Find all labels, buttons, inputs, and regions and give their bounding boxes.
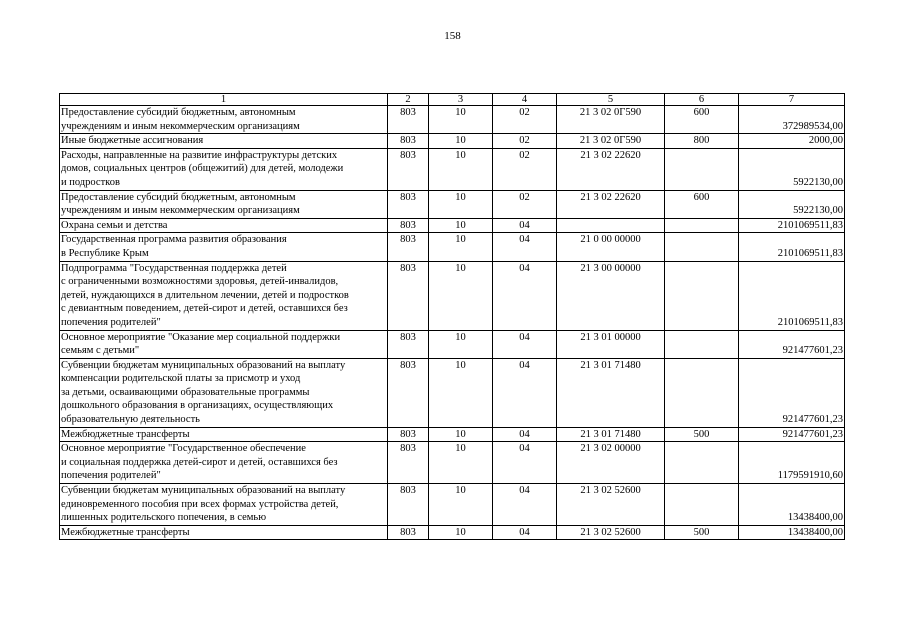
table-row <box>60 358 845 427</box>
row-description <box>60 233 388 261</box>
description-line: и подростков <box>61 176 120 188</box>
amount-cell: 2101069511,83 <box>739 218 845 233</box>
row-description <box>60 218 388 233</box>
table-row <box>60 261 845 330</box>
section-code-cell: 10 <box>429 106 493 134</box>
header-row <box>60 94 845 106</box>
description-line: Межбюджетные трансферты <box>61 428 190 440</box>
table-row <box>60 330 845 358</box>
expense-type-cell: 600 <box>665 106 739 134</box>
section-code-cell: 10 <box>429 358 493 427</box>
amount-cell: 372989534,00 <box>739 106 845 134</box>
target-article-cell: 21 3 02 22620 <box>557 190 665 218</box>
description-line: Межбюджетные трансферты <box>61 526 190 538</box>
description-line: попечения родителей" <box>61 470 161 482</box>
row-description <box>60 261 388 330</box>
ministry-code-cell: 803 <box>388 261 429 330</box>
ministry-code-cell: 803 <box>388 484 429 526</box>
section-code-cell: 10 <box>429 525 493 540</box>
description-line: учреждениям и иным некоммерческим организациям <box>61 205 300 217</box>
budget-table <box>59 93 845 540</box>
target-article-cell: 21 3 01 71480 <box>557 358 665 427</box>
row-description <box>60 106 388 134</box>
subsection-code-cell: 04 <box>493 330 557 358</box>
page-number: 158 <box>444 30 461 42</box>
description-line: учреждениям и иным некоммерческим организациям <box>61 120 300 132</box>
description-line: Охрана семьи и детства <box>61 219 168 231</box>
description-line: единовременного пособия при всех формах устройства детей, <box>61 498 339 510</box>
column-header: 2 <box>388 94 429 106</box>
description-line: Предоставление субсидий бюджетным, автономным <box>61 107 296 118</box>
subsection-code-cell: 04 <box>493 525 557 540</box>
section-code-cell: 10 <box>429 330 493 358</box>
section-code-cell: 10 <box>429 442 493 484</box>
description-line: семьям с детьми" <box>61 345 140 357</box>
subsection-code-cell: 02 <box>493 106 557 134</box>
row-description <box>60 148 388 190</box>
subsection-code-cell: 04 <box>493 442 557 484</box>
target-article-cell: 21 3 02 52600 <box>557 484 665 526</box>
amount-cell: 13438400,00 <box>739 525 845 540</box>
description-line: и социальная поддержка детей-сирот и детей, оставшихся без <box>61 456 338 468</box>
amount-cell: 13438400,00 <box>739 484 845 526</box>
row-description <box>60 190 388 218</box>
section-code-cell: 10 <box>429 134 493 149</box>
ministry-code-cell: 803 <box>388 427 429 442</box>
table-row <box>60 442 845 484</box>
section-code-cell: 10 <box>429 261 493 330</box>
subsection-code-cell: 04 <box>493 484 557 526</box>
subsection-code-cell: 04 <box>493 218 557 233</box>
description-line: с девиантным поведением, детей-сирот и детей, оставшихся без <box>61 303 348 315</box>
expense-type-cell: 800 <box>665 134 739 149</box>
target-article-cell: 21 3 02 0Г590 <box>557 106 665 134</box>
table-row <box>60 427 845 442</box>
description-line: Подпрограмма "Государственная поддержка детей <box>61 262 287 274</box>
column-header: 3 <box>429 94 493 106</box>
section-code-cell: 10 <box>429 148 493 190</box>
target-article-cell: 21 0 00 00000 <box>557 233 665 261</box>
subsection-code-cell: 04 <box>493 261 557 330</box>
row-description <box>60 525 388 540</box>
amount-cell: 2101069511,83 <box>739 261 845 330</box>
row-description <box>60 330 388 358</box>
target-article-cell: 21 3 02 52600 <box>557 525 665 540</box>
description-line: Расходы, направленные на развитие инфраструктуры детских <box>61 149 338 161</box>
target-article-cell: 21 3 00 00000 <box>557 261 665 330</box>
section-code-cell: 10 <box>429 484 493 526</box>
description-line: Иные бюджетные ассигнования <box>61 135 204 147</box>
column-header: 7 <box>739 94 845 106</box>
amount-cell: 921477601,23 <box>739 427 845 442</box>
table-row <box>60 190 845 218</box>
amount-cell: 5922130,00 <box>739 148 845 190</box>
row-description <box>60 134 388 149</box>
table-row <box>60 525 845 540</box>
amount-cell: 2000,00 <box>739 134 845 149</box>
description-line: попечения родителей" <box>61 316 161 328</box>
subsection-code-cell: 02 <box>493 134 557 149</box>
section-code-cell: 10 <box>429 233 493 261</box>
table-row <box>60 484 845 526</box>
description-line: Государственная программа развития образования <box>61 234 287 246</box>
subsection-code-cell: 04 <box>493 233 557 261</box>
description-line: дошкольного образования в организациях, осуществляющих <box>61 400 334 412</box>
table-row <box>60 134 845 149</box>
column-header: 1 <box>60 94 388 106</box>
expense-type-cell <box>665 233 739 261</box>
row-description <box>60 442 388 484</box>
target-article-cell: 21 3 02 00000 <box>557 442 665 484</box>
expense-type-cell <box>665 218 739 233</box>
description-line: с ограниченными возможностями здоровья, детей-инвалидов, <box>61 276 339 288</box>
description-line: образовательную деятельность <box>61 414 200 426</box>
ministry-code-cell: 803 <box>388 134 429 149</box>
section-code-cell: 10 <box>429 427 493 442</box>
ministry-code-cell: 803 <box>388 525 429 540</box>
description-line: в Республике Крым <box>61 247 149 259</box>
table-row <box>60 106 845 134</box>
expense-type-cell <box>665 358 739 427</box>
description-line: детей, нуждающихся в длительном лечении, детей и подростков <box>61 289 349 301</box>
ministry-code-cell: 803 <box>388 106 429 134</box>
description-line: компенсации родительской платы за присмотр и уход <box>61 373 301 385</box>
description-line: домов, социальных центров (общежитий) для детей, молодежи <box>61 163 344 175</box>
subsection-code-cell: 02 <box>493 190 557 218</box>
subsection-code-cell: 04 <box>493 358 557 427</box>
description-line: за детьми, осваивающими образовательные программы <box>61 386 310 398</box>
ministry-code-cell: 803 <box>388 358 429 427</box>
amount-cell: 921477601,23 <box>739 358 845 427</box>
description-line: Субвенции бюджетам муниципальных образований на выплату <box>61 485 346 497</box>
ministry-code-cell: 803 <box>388 233 429 261</box>
row-description <box>60 358 388 427</box>
expense-type-cell: 500 <box>665 525 739 540</box>
ministry-code-cell: 803 <box>388 330 429 358</box>
table-row <box>60 218 845 233</box>
column-header: 4 <box>493 94 557 106</box>
section-code-cell: 10 <box>429 190 493 218</box>
amount-cell: 5922130,00 <box>739 190 845 218</box>
table-row <box>60 148 845 190</box>
target-article-cell: 21 3 01 71480 <box>557 427 665 442</box>
target-article-cell: 21 3 02 0Г590 <box>557 134 665 149</box>
description-line: Предоставление субсидий бюджетным, автономным <box>61 191 296 203</box>
ministry-code-cell: 803 <box>388 148 429 190</box>
expense-type-cell: 600 <box>665 190 739 218</box>
expense-type-cell <box>665 261 739 330</box>
ministry-code-cell: 803 <box>388 190 429 218</box>
section-code-cell: 10 <box>429 218 493 233</box>
column-header: 5 <box>557 94 665 106</box>
target-article-cell <box>557 218 665 233</box>
row-description <box>60 427 388 442</box>
description-line: Субвенции бюджетам муниципальных образований на выплату <box>61 359 346 371</box>
subsection-code-cell: 02 <box>493 148 557 190</box>
row-description <box>60 484 388 526</box>
table-row <box>60 233 845 261</box>
amount-cell: 2101069511,83 <box>739 233 845 261</box>
description-line: лишенных родительского попечения, в семью <box>61 512 267 524</box>
amount-cell: 921477601,23 <box>739 330 845 358</box>
description-line: Основное мероприятие "Оказание мер социальной поддержки <box>61 331 341 343</box>
expense-type-cell <box>665 148 739 190</box>
subsection-code-cell: 04 <box>493 427 557 442</box>
target-article-cell: 21 3 01 00000 <box>557 330 665 358</box>
description-line: Основное мероприятие "Государственное обеспечение <box>61 443 306 455</box>
ministry-code-cell: 803 <box>388 442 429 484</box>
expense-type-cell <box>665 484 739 526</box>
amount-cell: 1179591910,60 <box>739 442 845 484</box>
column-header: 6 <box>665 94 739 106</box>
expense-type-cell <box>665 442 739 484</box>
ministry-code-cell: 803 <box>388 218 429 233</box>
target-article-cell: 21 3 02 22620 <box>557 148 665 190</box>
expense-type-cell <box>665 330 739 358</box>
expense-type-cell: 500 <box>665 427 739 442</box>
